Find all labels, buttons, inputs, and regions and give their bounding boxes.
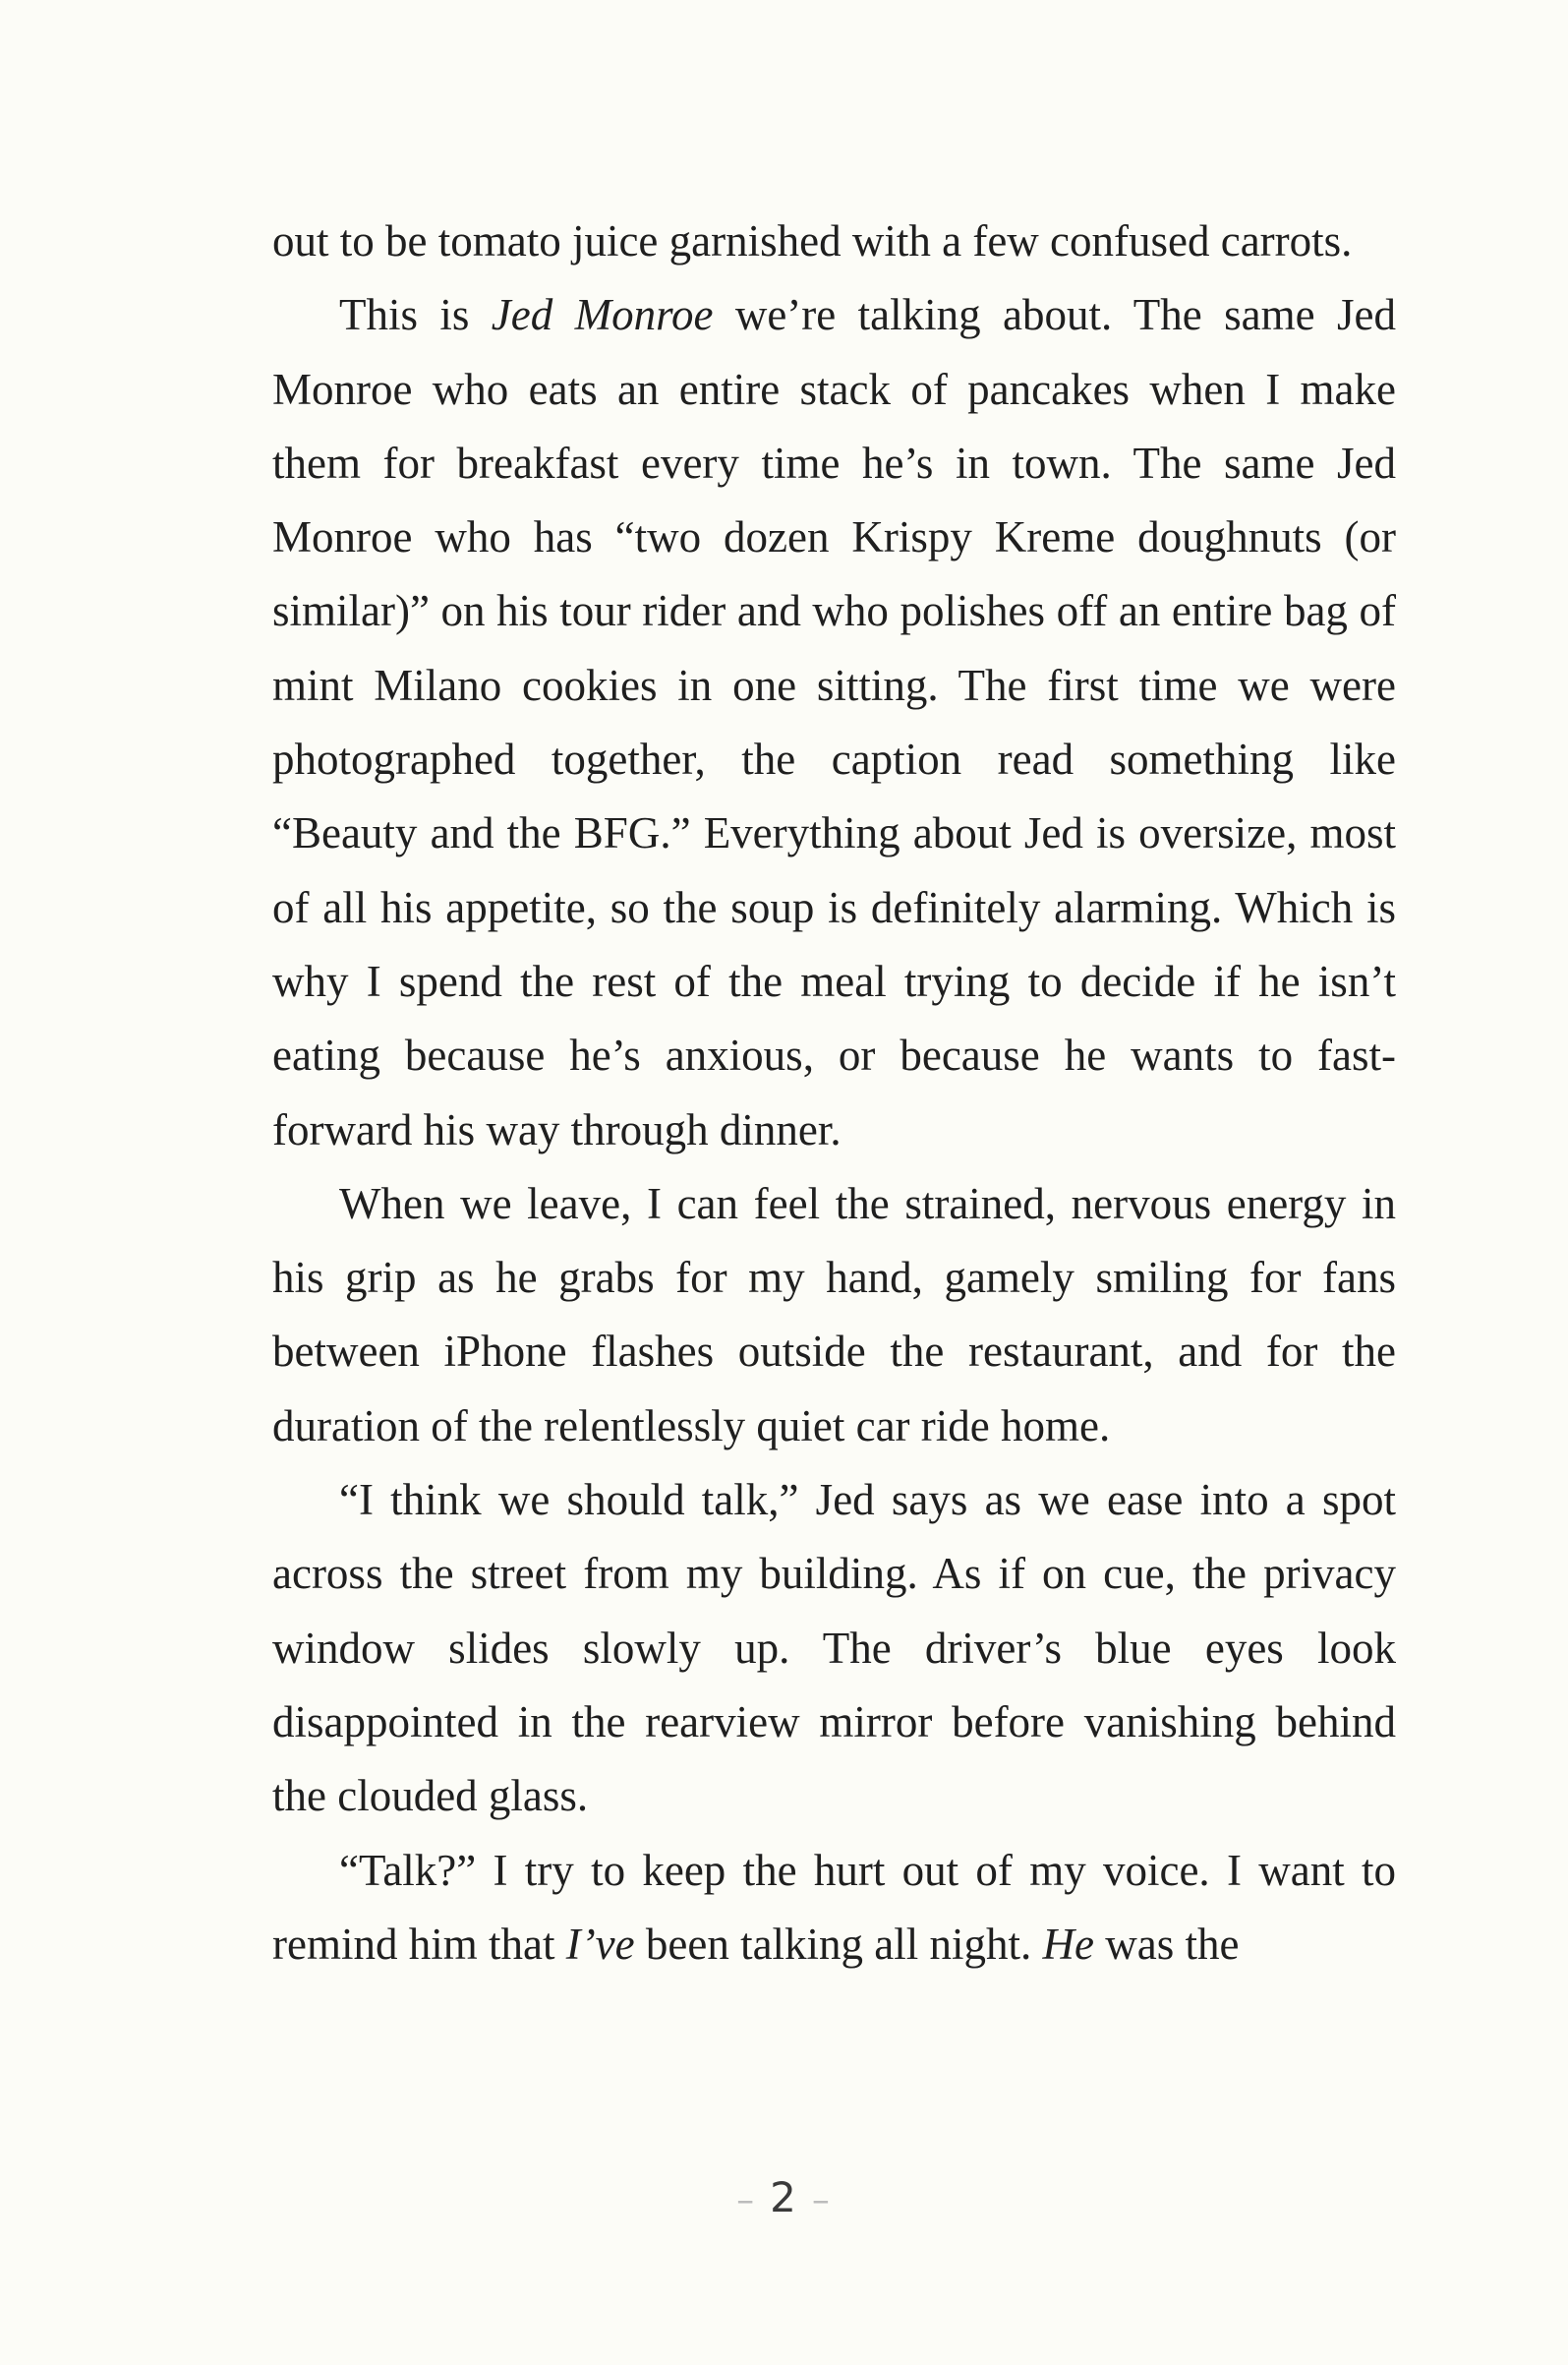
paragraph-5-text-b: been talking all night. [634,1919,1043,1969]
paragraph-5-text-c: was the [1094,1919,1240,1969]
paragraph-5-italic-ive: I’ve [565,1919,635,1969]
paragraph-5-text-a: “Talk?” I try to keep the hurt out of my voice. I want to remind him that [272,1845,1396,1969]
paragraph-5-italic-he: He [1042,1919,1095,1969]
page-number-dash-left: – [736,2180,757,2220]
paragraph-1-text: out to be tomato juice garnished with a few confused carrots. [272,216,1353,266]
paragraph-1 [272,205,1396,278]
page-number [0,2173,1568,2221]
paragraph-3 [272,1167,1396,1463]
paragraph-4 [272,1463,1396,1833]
paragraph-2 [272,278,1396,1167]
paragraph-4-text: “I think we should talk,” Jed says as we ease into a spot across the street from my building. As if on cue, the privacy window slides slowly up. The driver’s blue eyes look disappointed in the rearview mirror before vanishing behind the clouded glass. [272,1475,1396,1821]
body-text [272,205,1396,1981]
paragraph-2-italic-name: Jed Monroe [491,290,714,340]
paragraph-5 [272,1834,1396,1982]
page-number-value: 2 [770,2173,798,2221]
paragraph-3-text: When we leave, I can feel the strained, nervous energy in his grip as he grabs for my hand, gamely smiling for fans between iPhone flashes outside the restaurant, and for the duration of the relentlessly quiet car ride home. [272,1178,1396,1450]
paragraph-2-text-b: we’re talking about. The same Jed Monroe who eats an entire stack of pancakes when I make them for breakfast every time he’s in town. The same Jed Monroe who has “two dozen Krispy Kreme doughnuts (or similar)” on his tour rider and who polishes off an entire bag of mint Milano cookies in one sitting. The first time we were photographed together, the caption read something like “Beauty and the BFG.” Everything about Jed is oversize, most of all his appetite, so the soup is definitely alarming. Which is why I spend the rest of the meal trying to decide if he isn’t eating because he’s anxious, or because he wants to fast-forward his way through dinner. [272,290,1396,1154]
page-number-dash-right: – [811,2180,832,2220]
paragraph-2-text-a: This is [339,290,492,340]
